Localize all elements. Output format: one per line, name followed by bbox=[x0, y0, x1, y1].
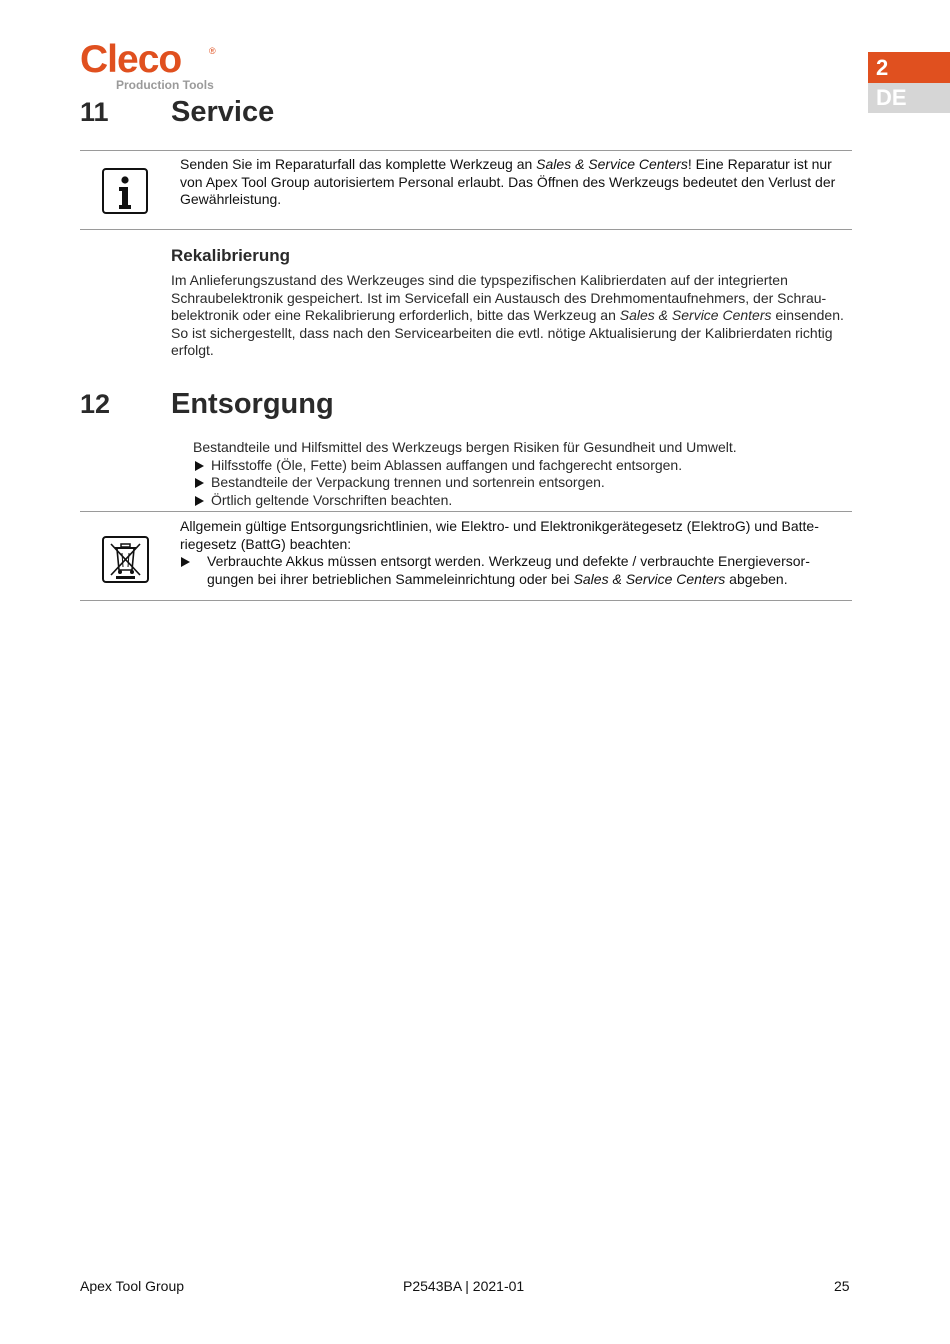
cleco-logo bbox=[80, 40, 220, 92]
section-number-service: 11 bbox=[80, 97, 109, 127]
section-number-disposal: 12 bbox=[80, 389, 111, 419]
list-item bbox=[180, 553, 845, 588]
recalibration-text-part: Im Anlieferungszustand des Werkzeuges sind die typspezifischen Kalibrierdaten auf der integrierten Schraubelektronik gespeichert. Ist im Servicefall ein Austausch des Drehmomentaufnehmers, der Schraubelektronik oder eine Rekalibrierung erforderlich, bitte das Werkzeug an bbox=[171, 272, 827, 324]
section-title-service: Service bbox=[171, 96, 275, 128]
weee-note-text: Allgemein gültige Entsorgungsrichtlinien, wie Elektro- und Elektronikgerätegesetz (ElektroG) und Batteriegesetz (BattG) beachten: bbox=[180, 518, 819, 552]
sales-service-centers-ref: Sales & Service Centers bbox=[619, 307, 772, 324]
footer-document-id: P2543BA | 2021-01 bbox=[403, 1278, 525, 1294]
footer-company: Apex Tool Group bbox=[80, 1278, 185, 1294]
bullet-text: Bestandteile der Verpackung trennen und sortenrein entsorgen. bbox=[211, 474, 605, 491]
divider bbox=[80, 229, 852, 230]
recalibration-text-part: einsenden. So ist sichergestellt, dass nach den Servicearbeiten die evtl. nötige Aktualisierung der Kalibrierdaten richtig erfolgt. bbox=[171, 307, 844, 359]
divider bbox=[80, 150, 852, 151]
sales-service-centers-ref: Sales & Service Centers bbox=[536, 156, 688, 172]
bullet-text: Hilfsstoffe (Öle, Fette) beim Ablassen auffangen und fachgerecht entsorgen. bbox=[211, 456, 683, 473]
logo-wordmark: Cleco bbox=[80, 38, 182, 81]
list-item bbox=[193, 492, 843, 510]
language-tab: DE bbox=[868, 83, 950, 113]
info-icon bbox=[102, 168, 148, 214]
info-note-text bbox=[180, 156, 845, 209]
recalibration-text bbox=[171, 272, 846, 360]
divider bbox=[80, 511, 852, 512]
disposal-bullet-list bbox=[193, 457, 843, 510]
bullet-text: Verbrauchte Akkus müssen entsorgt werden. Werkzeug und defekte / verbrauchte Energieversorgungen bei ihrer betrieblichen Sammeleinrichtung oder bei bbox=[207, 553, 810, 587]
crossed-out-bin-icon bbox=[102, 536, 149, 583]
weee-bullet-list bbox=[180, 553, 845, 588]
info-note-text-part: ! Eine Reparatur ist nur von Apex Tool Group autorisiertem Personal erlaubt. Das Öffnen des Werkzeugs bedeutet den Verlust der Gewährleistung. bbox=[180, 156, 836, 208]
list-item bbox=[193, 457, 843, 475]
weee-note bbox=[180, 518, 845, 588]
chapter-tab: 2 bbox=[868, 52, 950, 83]
logo-subtitle: Production Tools bbox=[116, 78, 214, 92]
list-item bbox=[193, 474, 843, 492]
logo-registered-mark: ® bbox=[209, 46, 216, 56]
bullet-arrow-icon bbox=[195, 478, 204, 488]
divider bbox=[80, 600, 852, 601]
info-note-text-part: Senden Sie im Reparaturfall das komplette Werkzeug an bbox=[180, 156, 537, 172]
footer-page-number: 25 bbox=[834, 1278, 850, 1294]
bullet-arrow-icon bbox=[195, 496, 204, 506]
bullet-text: abgeben. bbox=[725, 570, 788, 587]
bullet-arrow-icon bbox=[195, 461, 204, 471]
subsection-title-recalibration: Rekalibrierung bbox=[171, 246, 291, 265]
bullet-text: Örtlich geltende Vorschriften beachten. bbox=[211, 491, 453, 508]
section-title-disposal: Entsorgung bbox=[171, 388, 334, 420]
disposal-intro: Bestandteile und Hilfsmittel des Werkzeugs bergen Risiken für Gesundheit und Umwelt. bbox=[193, 439, 737, 455]
bullet-arrow-icon bbox=[181, 557, 190, 567]
sales-service-centers-ref: Sales & Service Centers bbox=[573, 570, 726, 587]
disposal-instructions bbox=[193, 439, 843, 509]
